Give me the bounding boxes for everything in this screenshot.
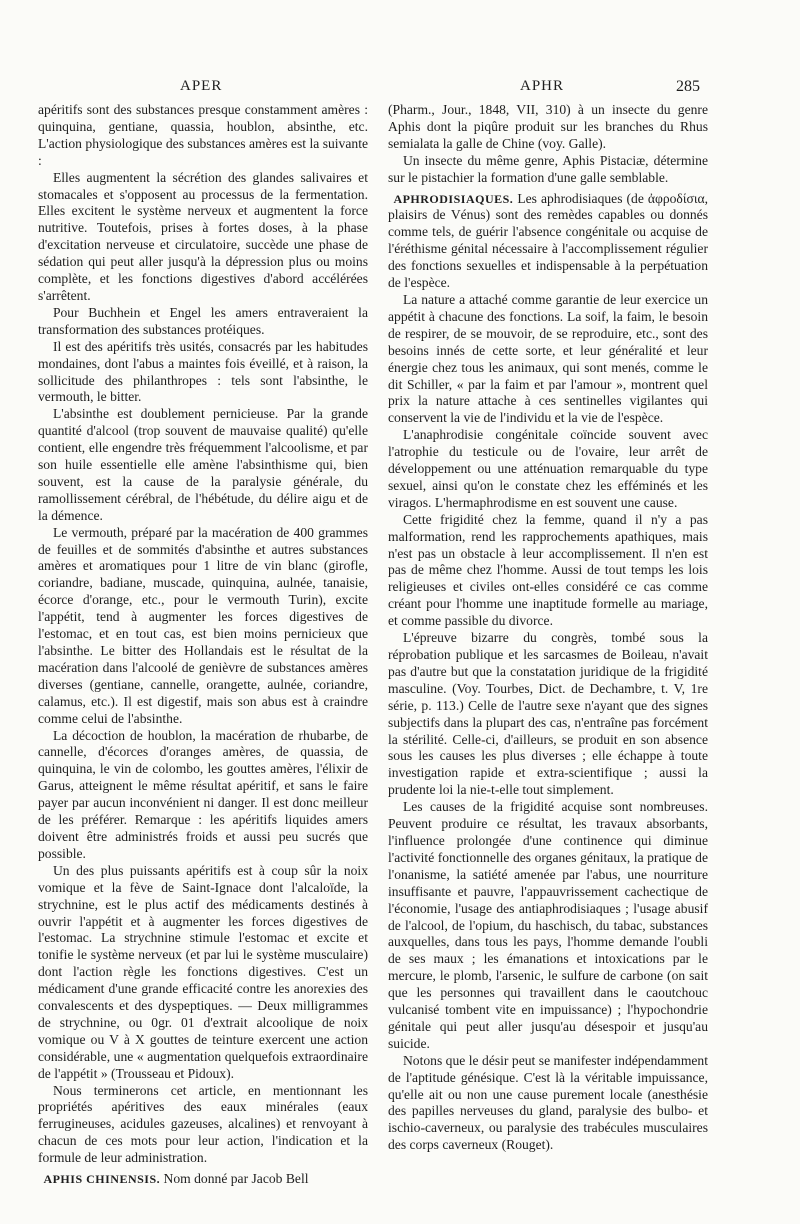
left-column xyxy=(38,102,368,1188)
page-number: 285 xyxy=(676,78,700,95)
entry-text: Les aphrodisiaques (de ἀφροδίσια, plaisirs de Vénus) sont des remèdes capables ou donnés comme tels, de guérir l'absence congénitale ou acquise de l'éréthisme génital nécessaire à l'accomplissement régulier des fonctions sexuelles et indispensable à la perpétuation de l'espèce. xyxy=(388,190,708,291)
paragraph: Notons que le désir peut se manifester indépendamment de l'aptitude génésique. C'est là la véritable impuissance, qu'elle ait ou non une cause purement locale (anesthésie des papilles nerveuses du gland, paralysie des bulbo- et ischio-caverneux, ou paralysie des trabécules musculaires des corps caverneux (Rouget). xyxy=(388,1052,708,1153)
paragraph: apéritifs sont des substances presque constamment amères : quinquina, gentiane, quassia, houblon, absinthe, etc. L'action physiologique des substances amères est la suivante : xyxy=(38,102,368,168)
paragraph: Elles augmentent la sécrétion des glandes salivaires et stomacales et s'opposent au processus de la fermentation. Elles excitent le système nerveux et augmentent la force nutritive. Toutefois, prises à fortes doses, à la phase d'excitation nerveuse et circulatoire, succède une phase de sédation qui peut aller jusqu'à la dépression plus ou moins complète, et les fonctions digestives d'abord accélérées s'arrêtent. xyxy=(38,169,368,303)
paragraph: Les causes de la frigidité acquise sont nombreuses. Peuvent produire ce résultat, les travaux absorbants, l'influence prolongée d'une continence qui diminue l'activité fonctionnelle des organes génitaux, la pratique de l'onanisme, la satiété amenée par l'abus, une nourriture insuffisante et pauvre, l'appauvrissement cachectique de l'économie, l'usage des antiaphrodisiaques ; l'usage abusif de l'alcool, de l'opium, du haschisch, du tabac, substances auxquelles, dans tous les pays, l'homme demande l'oubli de ses maux ; les émanations et intoxications par le mercure, le plomb, l'arsenic, le sulfure de carbone (on sait que les personnes qui travaillent dans le caoutchouc vulcanisé tombent vite en impuissance) ; l'hypochondrie génitale qui peut aller jusqu'au désespoir et jusqu'au suicide. xyxy=(388,799,708,1051)
paragraph: Pour Buchhein et Engel les amers entraveraient la transformation des substances protéiques. xyxy=(38,304,368,337)
entry-headword: APHRODISIAQUES. xyxy=(393,191,514,206)
paragraph: L'épreuve bizarre du congrès, tombé sous la réprobation publique et les sarcasmes de Boileau, n'avait pas d'autre but que la constatation juridique de la frigidité masculine. (Voy. Tourbes, Dict. de Dechambre, t. V, 1re série, p. 113.) Celle de l'autre sexe n'ayant que des signes subjectifs dans la plupart des cas, n'entraîne pas forcément la stérilité. Celle-ci, d'ailleurs, se produit en son absence sous les causes les plus diverses ; elle échappe à toute investigation rapide et extra-scientifique ; aussi la prudente loi la nie-t-elle tout simplement. xyxy=(388,630,708,798)
paragraph: La nature a attaché comme garantie de leur exercice un appétit à chacune des fonctions. La soif, la faim, le besoin de respirer, de se mouvoir, de se reproduire, etc., sont des besoins innés de cette sorte, et leur généralité et leur énergie chez tous les animaux, qui sont menés, comme le dit Schiller, « par la faim et par l'amour », montrent quel prix la nature attache à ces sentinelles vigilantes qui conservent la vie de l'individu et la vie de l'espèce. xyxy=(388,291,708,426)
entry-aphis-chinensis xyxy=(38,1171,368,1188)
entry-text: Nom donné par Jacob Bell xyxy=(163,1171,309,1187)
paragraph: L'absinthe est doublement pernicieuse. Par la grande quantité d'alcool (trop souvent de mauvaise qualité) qu'elle contient, elle engendre très fréquemment l'alcoolisme, et par son huile essentielle elle amène l'absinthisme qui, bien souvent, est la cause de la paralysie générale, du ramollissement cérébral, de l'hébétude, du délire aigu et de la démence. xyxy=(38,406,368,523)
paragraph: La décoction de houblon, la macération de rhubarbe, de cannelle, d'écorces d'oranges amères, de quassia, de quinquina, le vin de colombo, les gouttes amères, l'élixir de Garus, atteignent le même résultat apéritif, et sans le faire payer par aucun inconvénient ni danger. Il est donc meilleur de les préférer. Remarque : les apéritifs liquides amers doivent être administrés froids et aussi peu sucrés que possible. xyxy=(38,727,368,861)
entry-headword: APHIS CHINENSIS. xyxy=(43,1172,161,1187)
paragraph: Un insecte du même genre, Aphis Pistaciæ, détermine sur le pistachier la formation d'une galle semblable. xyxy=(388,152,708,185)
paragraph: Cette frigidité chez la femme, quand il n'y a pas malformation, rend les rapprochements apathiques, mais n'est pas un obstacle à leur accomplissement. Il n'en est pas de même chez l'homme. Aussi de tout temps les lois religieuses et civiles ont-elles considéré ce cas comme créant pour l'homme une inaptitude formelle au mariage, et comme passible du divorce. xyxy=(388,511,708,629)
right-column xyxy=(388,102,708,1154)
running-head-left: APER xyxy=(180,78,223,94)
paragraph: Un des plus puissants apéritifs est à coup sûr la noix vomique et la fève de Saint-Ignace dont l'alcaloïde, la strychnine, est le plus actif des médicaments destinés à ouvrir l'appétit et à augmenter les forces digestives de l'estomac. La strychnine stimule l'estomac et excite et tonifie le système nerveux (et par lui le système musculaire) dont l'action règle les fonctions digestives. C'est un médicament d'une grande efficacité contre les anorexies des convalescents et des dyspeptiques. — Deux milligrammes de strychnine, ou 0gr. 01 d'extrait alcoolique de noix vomique ou V à X gouttes de teinture exercent une action considérable, une « augmentation quelquefois extraordinaire de l'appétit » (Trousseau et Pidoux). xyxy=(38,862,368,1081)
paragraph: Nous terminerons cet article, en mentionnant les propriétés apéritives des eaux minérales (eaux ferrugineuses, acidules gazeuses, alcalines) et renvoyant à chacun de ces mots pour leur action, l'indication et la formule de leur administration. xyxy=(38,1082,368,1166)
paragraph: Il est des apéritifs très usités, consacrés par les habitudes mondaines, dont l'abus a maintes fois éveillé, et à raison, la sollicitude des philanthropes : tels sont l'absinthe, le vermouth, le bitter. xyxy=(38,338,368,405)
paragraph: L'anaphrodisie congénitale coïncide souvent avec l'atrophie du testicule ou de l'ovaire, leur arrêt de développement ou une atténuation remarquable du type sexuel, ainsi qu'on le constate chez les efféminés et les viragos. L'hermaphrodisme en est souvent une cause. xyxy=(388,427,708,510)
paragraph: Le vermouth, préparé par la macération de 400 grammes de feuilles et de sommités d'absinthe et autres substances amères et aromatiques pour 1 litre de vin blanc (girofle, coriandre, badiane, muscade, quinquina, aulnée, tanaisie, écorce d'orange, etc., pour le vermouth Turin), excite l'appétit, tend à augmenter les forces digestives de l'estomac, et en tout cas, est bien moins pernicieux que l'absinthe. Le bitter des Hollandais est le résultat de la macération dans l'alcoolé de genièvre de substances amères diverses (gentiane, cannelle, orangette, aulnée, coriandre, calamus, etc.). Il est digestif, mais son abus est à craindre comme celui de l'absinthe. xyxy=(38,524,368,726)
entry-aphrodisiaques xyxy=(388,191,708,292)
running-head-center: APHR xyxy=(520,78,565,94)
paragraph: (Pharm., Jour., 1848, VII, 310) à un insecte du genre Aphis dont la piqûre produit sur les branches du Rhus semialata la galle de Chine (voy. Galle). xyxy=(388,102,708,151)
